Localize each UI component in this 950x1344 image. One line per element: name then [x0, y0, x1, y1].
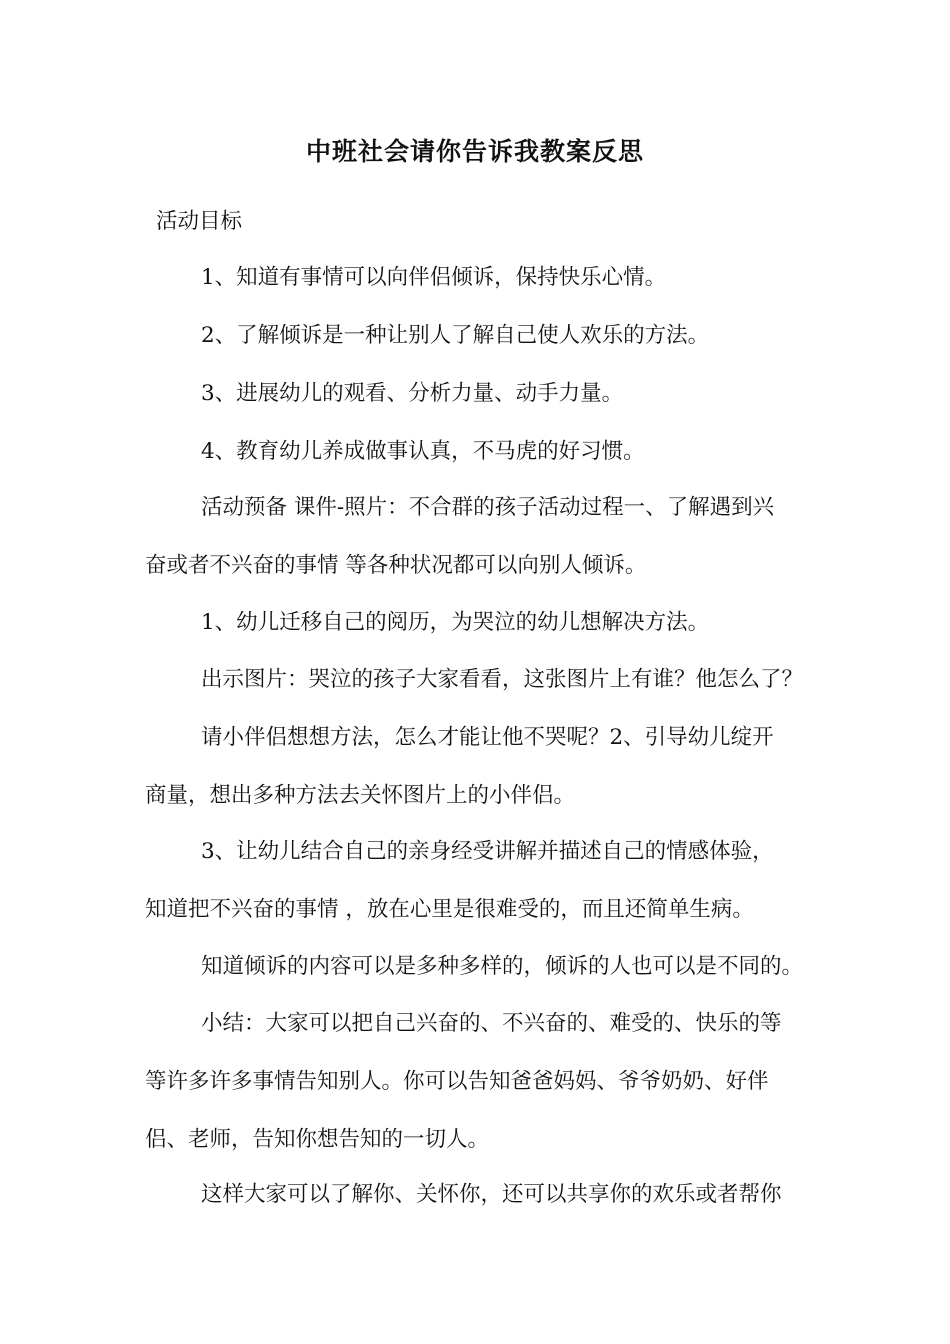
paragraph-step-2 — [145, 709, 825, 825]
paragraph-show-picture — [145, 651, 825, 709]
text-line: 3、进展幼儿的观看、分析力量、动手力量。 — [201, 381, 624, 406]
paragraph-step-1 — [145, 594, 825, 652]
text-line: 这样大家可以了解你、关怀你，还可以共享你的欢乐或者帮你 — [201, 1182, 782, 1207]
paragraph-step-3 — [145, 823, 825, 939]
paragraph-closing — [145, 1166, 825, 1224]
text-line: 1、知道有事情可以向伴侣倾诉，保持快乐心情。 — [201, 265, 667, 290]
text-line: 2、了解倾诉是一种让别人了解自己使人欢乐的方法。 — [201, 323, 710, 348]
document-title: 中班社会请你告诉我教案反思 — [305, 137, 644, 166]
text-line: 4、教育幼儿养成做事认真，不马虎的好习惯。 — [201, 439, 645, 464]
text-line: 侣、老师，告知你想告知的一切人。 — [145, 1127, 490, 1152]
text-line: 奋或者不兴奋的事情 等各种状况都可以向别人倾诉。 — [145, 553, 647, 578]
text-line: 等许多许多事情告知别人。你可以告知爸爸妈妈、爷爷奶奶、好伴 — [145, 1069, 769, 1094]
paragraph-preparation — [145, 479, 825, 595]
text-line: 1、幼儿迁移自己的阅历，为哭泣的幼儿想解决方法。 — [201, 610, 710, 635]
text-line: 小结：大家可以把自己兴奋的、不兴奋的、难受的、快乐的等 — [201, 1011, 782, 1036]
paragraph-content — [145, 938, 825, 996]
text-line: 知道把不兴奋的事情 ，放在心里是很难受的，而且还简单生病。 — [145, 897, 754, 922]
section-heading: 活动目标 — [156, 209, 243, 234]
paragraph-goals — [145, 249, 825, 481]
text-line: 知道倾诉的内容可以是多种多样的，倾诉的人也可以是不同的。 — [201, 954, 804, 979]
text-line: 出示图片：哭泣的孩子大家看看，这张图片上有谁？他怎么了？ — [201, 667, 804, 692]
text-line: 活动预备 课件-照片：不合群的孩子活动过程一、了解遇到兴 — [201, 495, 775, 520]
text-line: 商量，想出多种方法去关怀图片上的小伴侣。 — [145, 783, 576, 808]
text-line: 请小伴侣想想方法，怎么才能让他不哭呢？2、引导幼儿绽开 — [201, 725, 774, 750]
paragraph-summary — [145, 995, 825, 1169]
text-line: 3、让幼儿结合自己的亲身经受讲解并描述自己的情感体验， — [201, 839, 774, 864]
